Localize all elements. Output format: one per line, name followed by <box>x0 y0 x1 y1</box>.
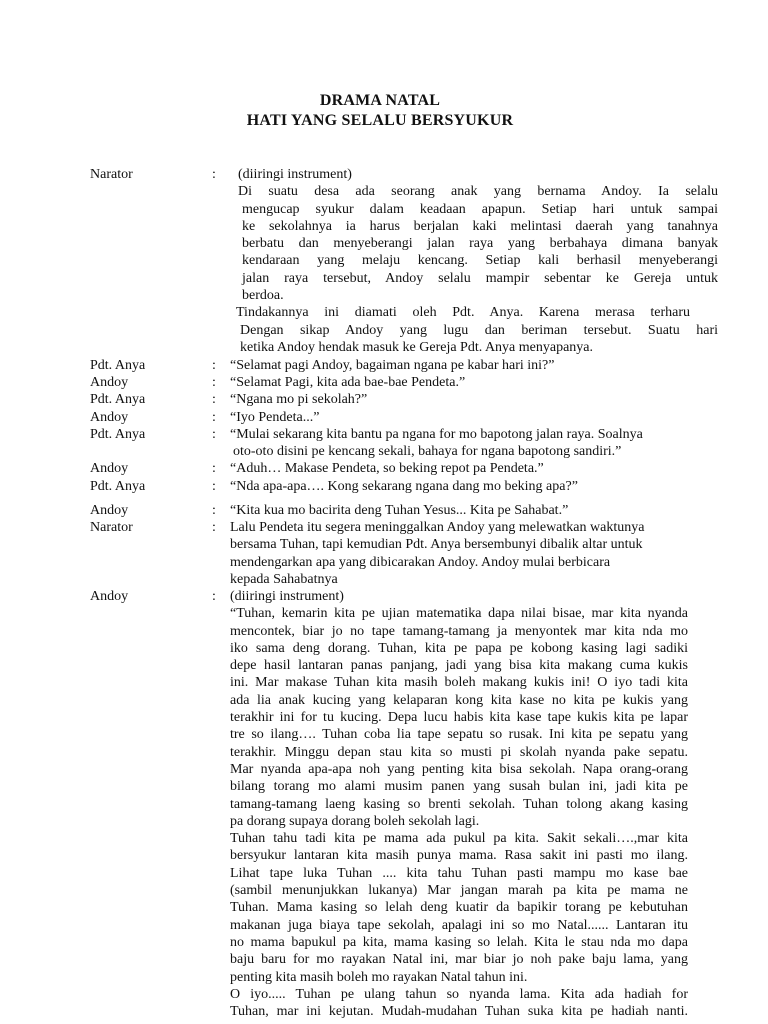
text-line: mendengarkan apa yang dibicarakan Andoy. Andoy mulai berbicara <box>230 554 611 570</box>
text-line: O iyo..... Tuhan pe ulang tahun so nyanda lama. Kita ada hadiah for <box>230 986 688 1002</box>
speaker-separator: : <box>212 461 216 476</box>
speaker-separator: : <box>212 410 216 425</box>
speaker-name: Pdt. Anya <box>90 358 146 373</box>
text-line: “Nda apa-apa…. Kong sekarang ngana dang mo beking apa?” <box>230 479 578 494</box>
speaker-name: Pdt. Anya <box>90 427 146 442</box>
dialogue-text <box>230 374 720 391</box>
text-line: Tuhan. Mama kasing so lelah deng kuatir da bapikir torang pe kebutuhan <box>230 900 688 916</box>
speaker-separator: : <box>212 479 216 494</box>
text-line: bersama Tuhan, tapi kemudian Pdt. Anya bersembunyi dibalik altar untuk <box>230 537 643 553</box>
text-line: mencontek, biar jo no tape tamang-tamang ja menyontek mar kita nda mo <box>230 623 688 639</box>
text-line: terakhir ini for tu kucing. Depa lucu habis kita kase tape kukis kita pe lapar <box>230 710 688 726</box>
dialogue-text <box>238 166 718 356</box>
dialogue-text <box>230 391 720 408</box>
text-line: “Tuhan, kemarin kita pe ujian matematika dapa nilai bisae, mar kita nyanda <box>230 606 688 622</box>
speaker-name: Narator <box>90 520 133 535</box>
speaker-separator: : <box>212 167 216 182</box>
text-line: jalan raya tersebut, Andoy selalu mampir sebentar ke Gereja untuk <box>242 270 718 286</box>
text-line: “Iyo Pendeta...” <box>230 410 320 425</box>
text-line: ada lia anak kucing yang kelaparan kong kita kase no kita pe kukis yang <box>230 692 688 708</box>
speaker-separator: : <box>212 427 216 442</box>
text-line: (diiringi instrument) <box>230 589 344 604</box>
speaker-name: Andoy <box>90 410 129 425</box>
text-line: berdoa. <box>242 288 284 304</box>
text-line: Dengan sikap Andoy yang lugu dan beriman tersebut. Suatu hari <box>240 322 718 338</box>
text-line: tre so ilang…. Tuhan coba lia tape sepatu so rusak. Ini kita pe sepatu yang <box>230 727 688 743</box>
text-line: terakhir. Minggu depan stau kita so musti pi skolah nyanda pake sepatu. <box>230 744 688 760</box>
text-line: Tindakannya ini diamati oleh Pdt. Anya. Karena merasa terharu <box>236 305 690 321</box>
text-line: (diiringi instrument) <box>238 167 352 182</box>
speaker-name: Andoy <box>90 375 129 390</box>
dialogue-text <box>230 588 688 1020</box>
text-line: iko sama deng dorang. Tuhan, kita pe papa pe kobong kasing lagi sadiki <box>230 640 688 656</box>
dialogue-text <box>230 460 720 477</box>
speaker-name: Andoy <box>90 589 129 604</box>
text-line: Lalu Pendeta itu segera meninggalkan Andoy yang melewatkan waktunya <box>230 520 645 535</box>
text-line: Mar nyanda apa-apa noh yang penting kita bisa sekolah. Napa orang-orang <box>230 761 688 777</box>
dialogue-text <box>230 426 676 461</box>
speaker-name: Narator <box>90 167 133 182</box>
text-line: makanan juga biaya tape sekolah, apalagi ini so mo Natal...... Lantaran itu <box>230 917 688 933</box>
dialogue-text <box>230 502 720 519</box>
speaker-separator: : <box>212 358 216 373</box>
document-title: DRAMA NATAL <box>319 92 441 109</box>
text-line: pa dorang supaya dorang boleh sekolah lagi. <box>230 813 480 829</box>
text-line: bilang torang mo alami musim panen yang susah bulan ini, jadi kita pe <box>230 779 688 795</box>
text-line: “Selamat pagi Andoy, bagaiman ngana pe kabar hari ini?” <box>230 358 555 373</box>
text-line: kepada Sahabatnya <box>230 571 338 587</box>
dialogue-text <box>230 409 720 426</box>
text-line: tamang-tamang laeng kasing so brenti sekolah. Tuhan tolong akang kasing <box>230 796 688 812</box>
text-line: ketika Andoy hendak masuk ke Gereja Pdt. Anya menyapanya. <box>240 339 594 355</box>
text-line: Di suatu desa ada seorang anak yang bernama Andoy. Ia selalu <box>238 184 718 200</box>
document-subtitle: HATI YANG SELALU BERSYUKUR <box>246 112 514 129</box>
text-line: oto-oto disini pe kencang sekali, bahaya for ngana bapotong sandiri.” <box>233 444 622 460</box>
dialogue-text <box>230 519 682 588</box>
speaker-separator: : <box>212 503 216 518</box>
speaker-name: Andoy <box>90 461 129 476</box>
text-line: Tuhan, mar ini kejutan. Mudah-mudahan Tuhan suka kita pe hadiah nanti. <box>230 1004 688 1020</box>
speaker-name: Pdt. Anya <box>90 479 146 494</box>
text-line: mengucap syukur dalam keadaan apapun. Setiap hari untuk sampai <box>242 201 718 217</box>
text-line: ini. Mar makase Tuhan kita masih boleh makang kukis ini! O iyo tadi kita <box>230 675 688 691</box>
text-line: “Mulai sekarang kita bantu pa ngana for mo bapotong jalan raya. Soalnya <box>230 427 643 442</box>
speaker-separator: : <box>212 375 216 390</box>
text-line: kendaraan yang melaju kencang. Setiap kali berhasil menyeberangi <box>242 253 718 269</box>
text-line: ke sekolahnya ia harus berjalan kaki melintasi daerah yang tanahnya <box>242 218 718 234</box>
text-line: no mama bapukul pa kita, mama kasing so lelah. Kita le stau nda mo dapa <box>230 934 688 950</box>
speaker-separator: : <box>212 520 216 535</box>
dialogue-text <box>230 357 720 374</box>
text-line: depe hasil lantaran panas panjang, jadi yang bisa kita makang cuma kukis <box>230 658 688 674</box>
speaker-name: Pdt. Anya <box>90 392 146 407</box>
dialogue-text <box>230 478 720 495</box>
text-line: Tuhan tahu tadi kita pe mama ada pukul pa kita. Sakit sekali….,mar kita <box>230 831 688 847</box>
text-line: baju baru for mo rayakan Natal ini, mar biar jo noh pake baju lama, yang <box>230 952 688 968</box>
text-line: “Selamat Pagi, kita ada bae-bae Pendeta.” <box>230 375 466 390</box>
text-line: penting kita masih boleh mo rayakan Natal tahun ini. <box>230 969 528 985</box>
text-line: bersyukur lantaran kita masih punya mama. Rasa sakit ini pasti mo ilang. <box>230 848 688 864</box>
text-line: “Kita kua mo bacirita deng Tuhan Yesus... Kita pe Sahabat.” <box>230 503 569 518</box>
text-line: “Aduh… Makase Pendeta, so beking repot pa Pendeta.” <box>230 461 544 476</box>
speaker-separator: : <box>212 392 216 407</box>
text-line: Lihat tape luka Tuhan .... kita tahu Tuhan pasti mampu mo kase bae <box>230 865 688 881</box>
speaker-name: Andoy <box>90 503 129 518</box>
text-line: “Ngana mo pi sekolah?” <box>230 392 368 407</box>
speaker-separator: : <box>212 589 216 604</box>
text-line: berbatu dan menyeberangi jalan raya yang berbahaya dimana banyak <box>242 236 718 252</box>
text-line: (sambil menunjukkan lukanya) Mar jangan marah pa kita pe mama ne <box>230 883 688 899</box>
